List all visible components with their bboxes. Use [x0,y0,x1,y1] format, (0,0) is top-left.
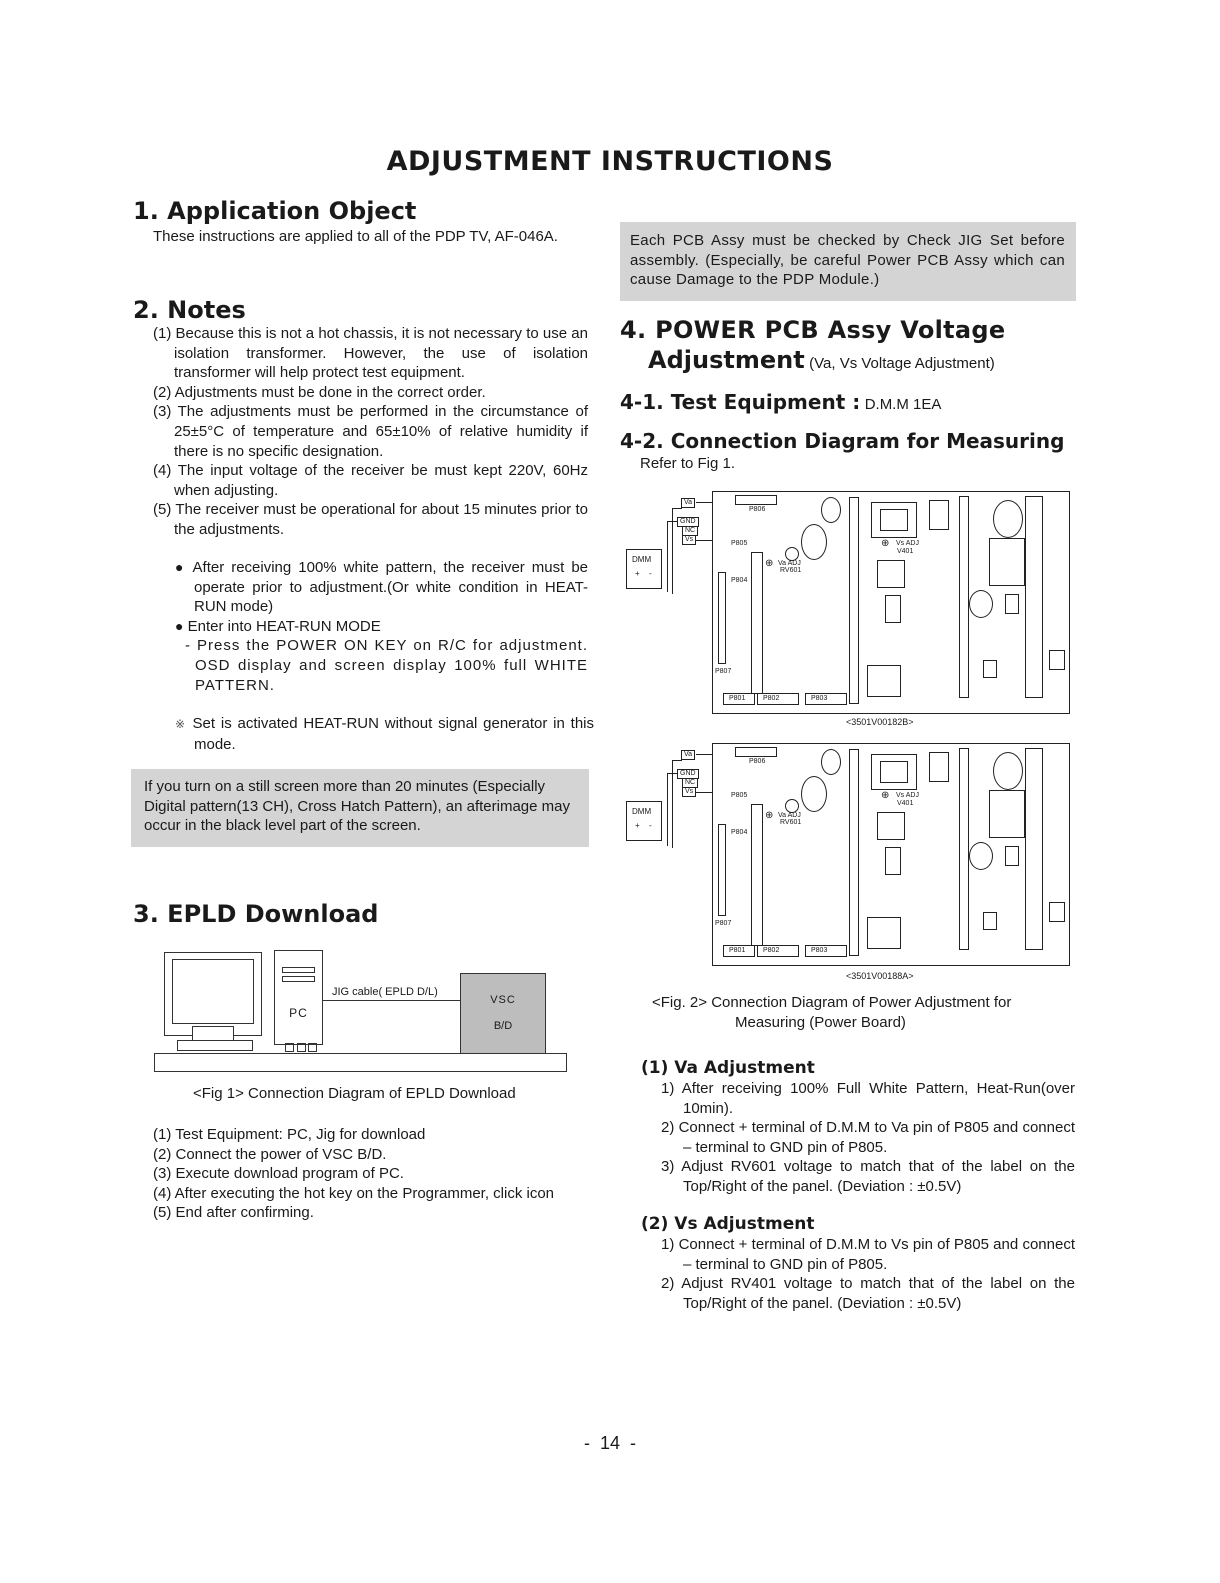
vsc-board [460,973,546,1054]
p805-label: P805 [731,792,748,799]
notice-text: Each PCB Assy must be checked by Check JIG Set before assembly. (Especially, be careful Power PCB Assy which can cause Damage to the PDP Module.) [630,232,1065,289]
p806-label: P806 [749,506,766,513]
note-item [175,714,594,754]
dmm-label: DMM [632,555,652,564]
refer-text: Refer to Fig 1. [640,455,736,472]
pin-va-label: Va [681,498,695,508]
power-board-diagram-1 [624,490,1070,730]
dmm-plus: + [635,821,640,830]
section-4-heading-line2 [648,346,995,374]
reference-mark-icon: ※ [175,717,187,732]
bullet-dot-icon: ● [175,617,184,634]
bullet-dot-icon: ● [175,559,187,575]
section-3-heading: 3. EPLD Download [133,900,379,928]
note-item: (5) The receiver must be operational for about 15 minutes prior to the adjustments. [153,501,588,538]
p807-label: P807 [715,920,732,927]
epld-steps [153,1125,593,1223]
desk [154,1053,567,1072]
vs-adj-icon: ⊕ [881,538,890,549]
pin-vs-label: Vs [682,787,696,797]
va-step: 3) Adjust RV601 voltage to match that of the label on the Top/Right of the panel. (Deviation : ±0.5V) [661,1158,1075,1195]
p805-label: P805 [731,540,748,547]
bullet-text: After receiving 100% white pattern, the receiver must be operate prior to adjustment.(Or white condition in HEAT-RUN mode) [192,559,589,616]
page-number: - 14 - [583,1433,636,1453]
dmm-meter [626,801,662,841]
vs-adj-label: Vs ADJ [896,792,919,799]
bullet-item [175,617,588,637]
bullet-item [175,558,588,617]
step-item: (4) After executing the hot key on the Programmer, click icon [153,1184,555,1202]
heat-run-block [175,558,594,754]
epld-diagram [152,948,570,1076]
vs-step: 2) Adjust RV401 voltage to match that of the label on the Top/Right of the panel. (Deviation : ±0.5V) [661,1275,1075,1312]
heading-adjustment: Adjustment [648,346,805,374]
vs-adj-icon: ⊕ [881,790,890,801]
power-board-diagram-2 [624,742,1070,984]
pc-label: PC [289,1006,308,1020]
dmm-minus: - [649,569,652,578]
p802-label: P802 [763,695,780,702]
p804-label: P804 [731,577,748,584]
pin-va-label: Va [681,750,695,760]
jig-cable-line [322,1000,460,1001]
fig2-caption-line1: <Fig. 2> Connection Diagram of Power Adjustment for [652,994,1012,1011]
p806-label: P806 [749,758,766,765]
heading-subtitle: (Va, Vs Voltage Adjustment) [809,355,995,372]
step-item: (1) Test Equipment: PC, Jig for download [153,1126,426,1143]
pin-gnd-label: GND [677,517,699,527]
rv601-label: RV601 [780,567,802,574]
p807-label: P807 [715,668,732,675]
step-item: (3) Execute download program of PC. [153,1165,404,1183]
pin-nc-label: NC [682,778,698,788]
v401-label: V401 [897,800,914,807]
cable-label: JIG cable( EPLD D/L) [332,986,438,998]
vs-step: 1) Connect + terminal of D.M.M to Vs pin of P805 and connect – terminal to GND pin of P805. [661,1236,1075,1273]
va-steps [661,1079,1075,1197]
step-item: (5) End after confirming. [153,1204,314,1222]
pin-gnd-label: GND [677,769,699,779]
warning-text: If you turn on a still screen more than 20 minutes (Especially Digital pattern(13 CH), Cross Hatch Pattern), an afterimage may occur in the black level part of the screen. [144,778,570,835]
page-title: ADJUSTMENT INSTRUCTIONS [386,146,834,177]
section-1-heading: 1. Application Object [133,197,417,225]
bd-label: B/D [493,1020,513,1032]
va-step: 1) After receiving 100% Full White Pattern, Heat-Run(over 10min). [661,1080,1075,1117]
va-adj-label: Va ADJ [778,560,801,567]
pcb-board [712,491,1070,714]
notice-box [620,222,1076,301]
vsc-label: VSC [490,994,516,1006]
section-4-heading: 4. POWER PCB Assy Voltage [620,316,1006,344]
v401-label: V401 [897,548,914,555]
pc-tower-icon [274,950,323,1045]
rv601-label: RV601 [780,819,802,826]
va-adj-label: Va ADJ [778,812,801,819]
dmm-meter [626,549,662,589]
notes-list [153,324,588,540]
board-1-part-number: <3501V00182B> [846,717,914,727]
vs-adj-label: Vs ADJ [896,540,919,547]
p804-label: P804 [731,829,748,836]
va-adj-icon: ⊕ [765,810,774,821]
step-item: (2) Connect the power of VSC B/D. [153,1145,387,1163]
dmm-minus: - [649,821,652,830]
note-text: Set is activated HEAT-RUN without signal generator in this mode. [192,715,594,753]
note-item: (4) The input voltage of the receiver be must kept 220V, 60Hz when adjusting. [153,462,588,499]
p801-label: P801 [729,695,746,702]
warning-box [131,769,589,847]
test-equipment-value: D.M.M 1EA [864,396,942,413]
p801-label: P801 [729,947,746,954]
section-1-text: These instructions are applied to all of the PDP TV, AF-046A. [153,228,558,245]
vs-adjustment-heading: (2) Vs Adjustment [641,1214,815,1234]
pin-vs-label: Vs [682,535,696,545]
fig2-caption-line2: Measuring (Power Board) [735,1014,906,1031]
fig1-caption: <Fig 1> Connection Diagram of EPLD Download [193,1085,516,1102]
dmm-label: DMM [632,807,652,816]
dash-item: - Press the POWER ON KEY on R/C for adjustment. OSD display and screen display 100% full WHITE PATTERN. [185,637,588,694]
dmm-plus: + [635,569,640,578]
va-adj-icon: ⊕ [765,558,774,569]
p803-label: P803 [811,695,828,702]
va-adjustment-heading: (1) Va Adjustment [641,1058,815,1078]
p802-label: P802 [763,947,780,954]
section-4-2-heading: 4-2. Connection Diagram for Measuring [620,429,1065,453]
note-item: (1) Because this is not a hot chassis, it is not necessary to use an isolation transformer. However, the use of isolation transformer will help protect test equipment. [153,325,588,382]
pcb-board [712,743,1070,966]
section-4-1-heading [620,390,941,414]
va-step: 2) Connect + terminal of D.M.M to Va pin of P805 and connect – terminal to GND pin of P805. [661,1119,1075,1156]
section-2-heading: 2. Notes [133,296,246,324]
bullet-text: Enter into HEAT-RUN MODE [187,617,381,635]
pin-nc-label: NC [682,526,698,536]
test-equipment-heading: 4-1. Test Equipment : [620,390,861,414]
note-item: (3) The adjustments must be performed in the circumstance of 25±5°C of temperature and 65±10% of relative humidity if there is no specific designation. [153,403,588,460]
monitor-icon [164,952,262,1036]
board-2-part-number: <3501V00188A> [846,971,914,981]
vs-steps [661,1235,1075,1313]
note-item: (2) Adjustments must be done in the correct order. [153,383,486,401]
p803-label: P803 [811,947,828,954]
